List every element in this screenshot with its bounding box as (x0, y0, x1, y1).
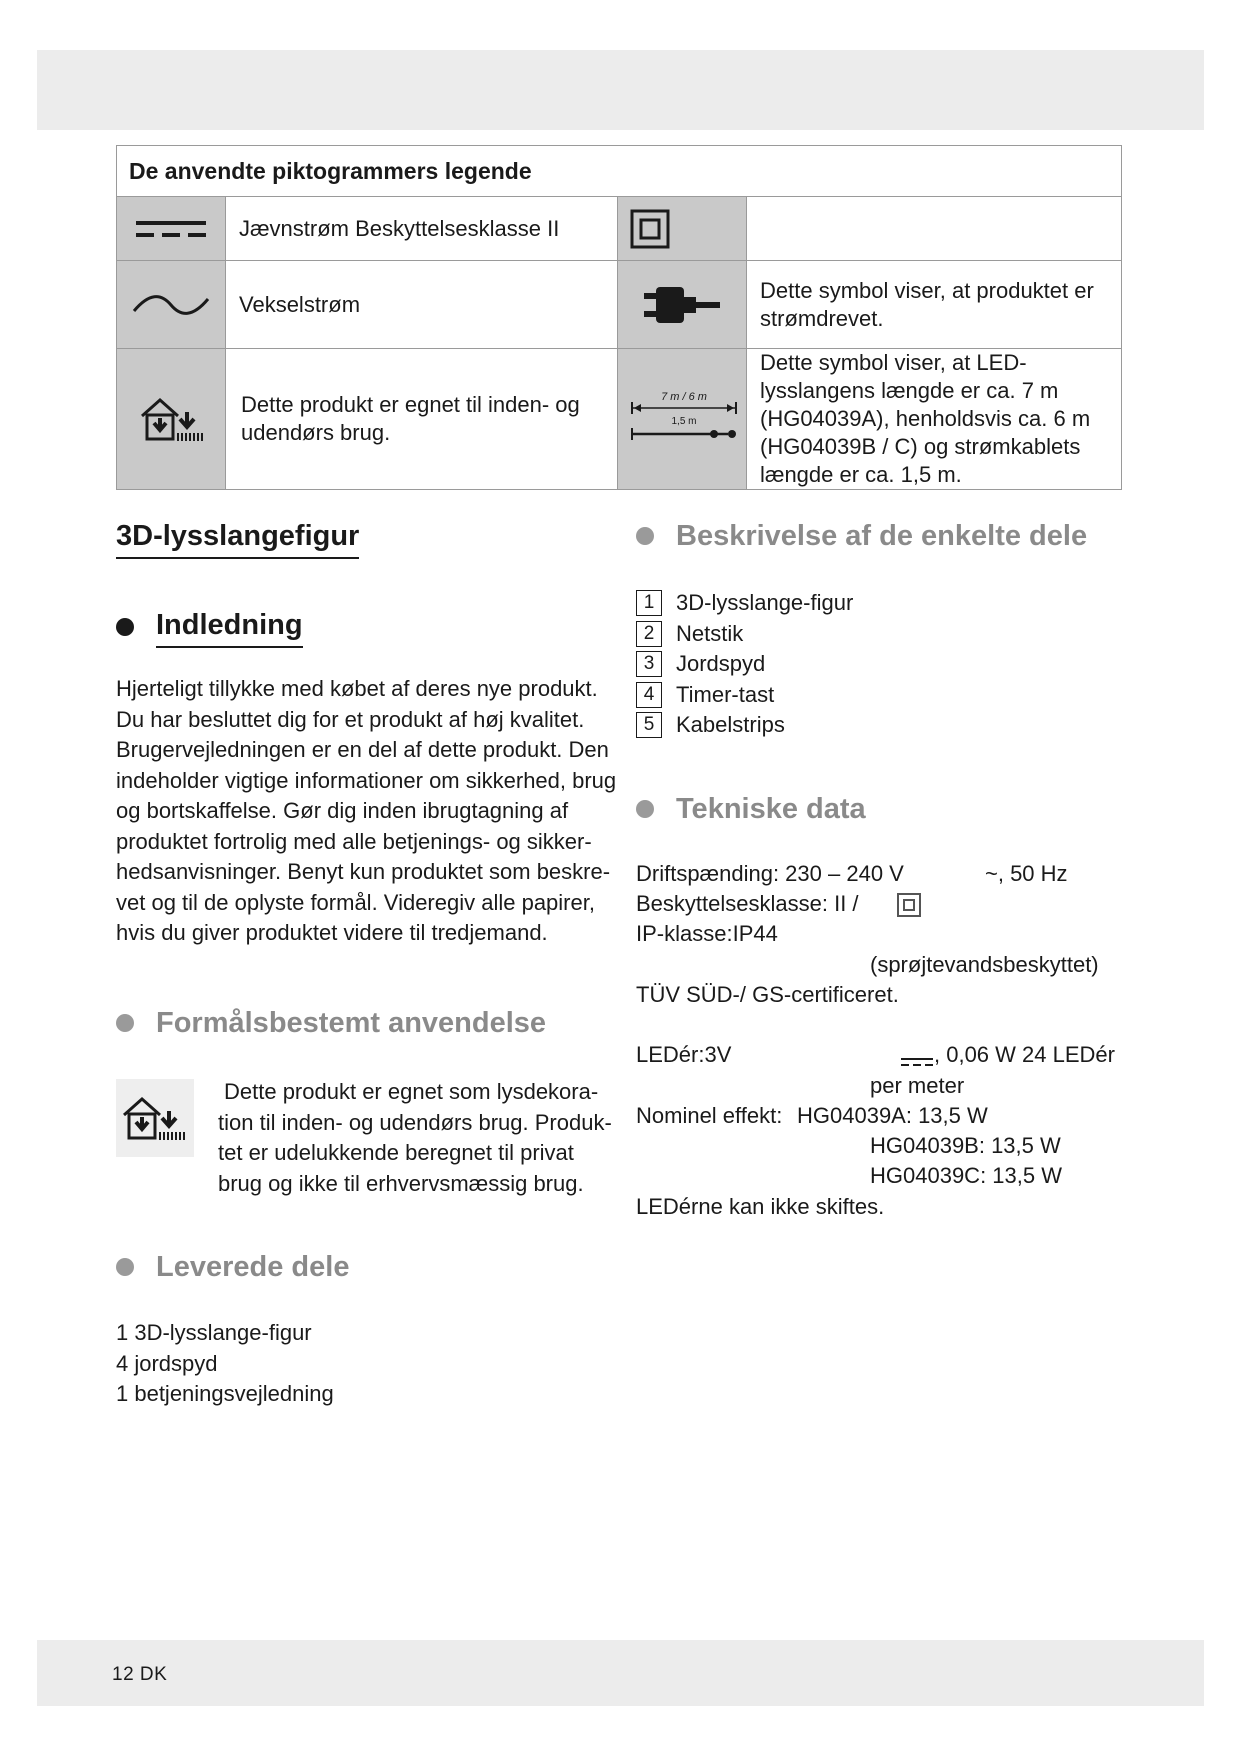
tech-ip: IP-klasse:IP44 (636, 921, 778, 946)
text-line: tion til inden- og udendørs brug. Produk- (218, 1109, 612, 1135)
text-line: tet er udelukkende beregnet til privat (218, 1140, 574, 1165)
usage-heading-label: Formålsbestemt anvendelse (156, 1007, 547, 1039)
tech-led-per: per meter (870, 1073, 965, 1098)
delivered-heading (116, 1248, 349, 1286)
tech-note: LEDérne kan ikke skiftes. (636, 1194, 885, 1219)
text-line: Hjerteligt tillykke med købet af deres nye produkt. (116, 676, 598, 701)
tech-nominal-label: Nominel effekt: (636, 1103, 783, 1128)
dc-current-icon (900, 1048, 934, 1064)
part-label: Netstik (676, 620, 744, 646)
text-line: og bortskaffelse. Gør dig inden ibrugtagning af (116, 798, 569, 823)
text-line: hedsanvisninger. Benyt kun produktet som beskre- (116, 859, 611, 884)
part-number: 5 (636, 712, 662, 738)
page-number: 12 DK (112, 1664, 168, 1685)
footer-band (37, 1640, 1204, 1706)
length-top-label: 7 m / 6 m (661, 391, 707, 403)
list-item (636, 619, 853, 650)
length-bottom-label: 1,5 m (671, 416, 697, 427)
text-line: Du har besluttet dig for et produkt af høj kvalitet. (116, 706, 585, 732)
tech-heading (636, 790, 866, 828)
part-label: 3D-lysslange-figur (676, 590, 854, 616)
text-line: Dette produkt er egnet som lysdekora- (224, 1079, 599, 1104)
dc-current-icon (117, 197, 226, 261)
text-line: vet og til de oplyste formål. Videregiv alle papirer, (116, 889, 595, 915)
part-number: 2 (636, 621, 662, 647)
indoor-outdoor-icon (116, 1079, 194, 1157)
list-item (636, 710, 853, 741)
text-line: hvis du giver produktet videre til tredjemand. (116, 920, 548, 945)
list-item (636, 588, 853, 619)
length-text: Dette symbol viser, at LED-lysslangens længde er ca. 7 m (HG04039A), henholdsvis ca. 6 m (HG04039B / C) og strømkablets længde er ca. 1,5 m. (747, 349, 1122, 490)
list-item (636, 649, 853, 680)
usage-text (218, 1077, 612, 1199)
usage-heading (116, 1004, 546, 1042)
legend-title: De anvendte piktogrammers legende (117, 146, 1122, 197)
delivered-list (116, 1318, 334, 1410)
tech-led: LEDér:3V (636, 1042, 732, 1067)
text-line: indeholder vigtige informationer om sikkerhed, brug (116, 767, 617, 793)
tech-protection: Beskyttelsesklasse: II / (636, 891, 859, 916)
ac-current-label: Vekselstrøm (226, 261, 618, 349)
bullet-icon (636, 800, 654, 818)
plug-text: Dette symbol viser, at produktet er strømdrevet. (747, 261, 1122, 349)
intro-text (116, 674, 616, 949)
tech-nominal-b: HG04039B: 13,5 W (870, 1133, 1061, 1158)
part-number: 1 (636, 590, 662, 616)
tech-cert: TÜV SÜD-/ GS-certificeret. (636, 982, 899, 1007)
plug-icon (618, 261, 747, 349)
bullet-icon (116, 618, 134, 636)
part-label: Jordspyd (676, 651, 766, 677)
bullet-icon (636, 527, 654, 545)
list-item: 1 3D-lysslange-figur (116, 1320, 312, 1345)
delivered-heading-label: Leverede dele (156, 1251, 350, 1283)
part-label: Timer-tast (676, 681, 775, 707)
list-item: 1 betjeningsvejledning (116, 1381, 334, 1406)
indoor-outdoor-icon (117, 349, 226, 490)
pictogram-legend-table (116, 145, 1122, 490)
tech-heading-label: Tekniske data (676, 793, 866, 825)
part-label: Kabelstrips (676, 712, 785, 738)
parts-heading (636, 517, 1087, 555)
main-title: 3D-lysslangefigur (116, 517, 359, 559)
length-icon (618, 349, 747, 490)
header-band (37, 50, 1204, 130)
bullet-icon (116, 1014, 134, 1032)
list-item (636, 680, 853, 711)
protection-class-ii-icon (618, 197, 747, 261)
tech-led-suffix: , 0,06 W 24 LEDér (934, 1042, 1115, 1067)
indoor-outdoor-text: Dette produkt er egnet til inden- og udendørs brug. (226, 349, 618, 490)
text-line: Brugervejledningen er en del af dette produkt. Den (116, 737, 609, 762)
ac-current-icon (117, 261, 226, 349)
tech-voltage-suffix: ~, 50 Hz (985, 861, 1068, 886)
protection-class-ii-icon (897, 893, 921, 917)
tech-ip-note: (sprøjtevandsbeskyttet) (870, 952, 1099, 977)
intro-heading-label: Indledning (156, 606, 303, 648)
bullet-icon (116, 1258, 134, 1276)
tech-voltage: Driftspænding: 230 – 240 V (636, 861, 904, 886)
tech-nominal-c: HG04039C: 13,5 W (870, 1163, 1062, 1188)
empty-cell (747, 197, 1122, 261)
parts-list (636, 588, 853, 741)
part-number: 3 (636, 651, 662, 677)
list-item: 4 jordspyd (116, 1350, 218, 1376)
intro-heading (116, 606, 303, 648)
text-line: produktet fortrolig med alle betjenings- og sikker- (116, 828, 592, 854)
text-line: brug og ikke til erhvervsmæssig brug. (218, 1170, 584, 1196)
part-number: 4 (636, 682, 662, 708)
tech-nominal-a: HG04039A: 13,5 W (797, 1103, 988, 1128)
dc-current-label: Jævnstrøm Beskyttelsesklasse II (226, 197, 618, 261)
parts-heading-label: Beskrivelse af de enkelte dele (676, 520, 1088, 552)
